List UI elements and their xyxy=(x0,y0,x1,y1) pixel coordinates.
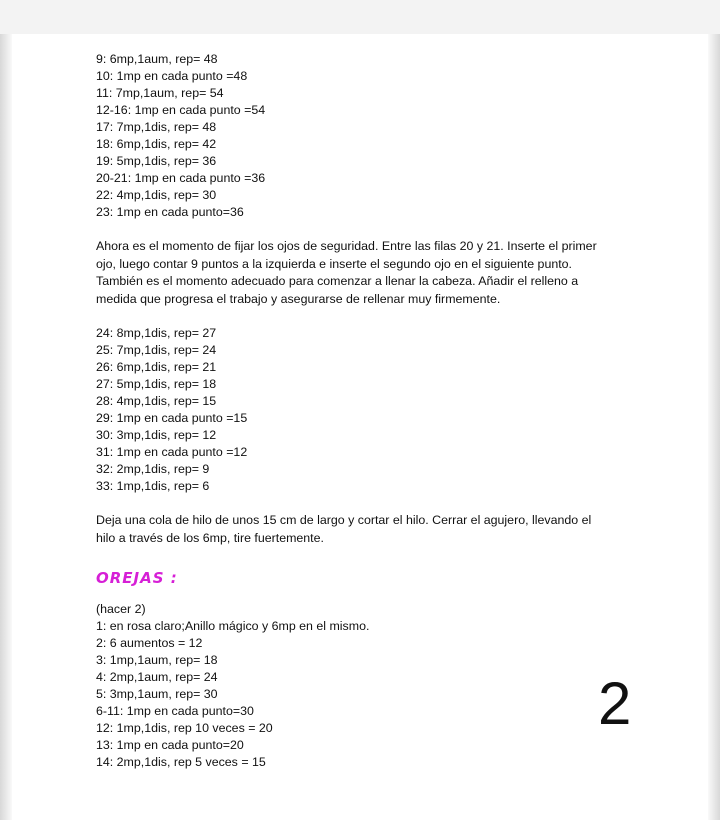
pattern-row: 18: 6mp,1dis, rep= 42 xyxy=(96,137,217,151)
pattern-row: 30: 3mp,1dis, rep= 12 xyxy=(96,428,217,442)
closing-paragraph xyxy=(96,512,636,547)
pattern-row: 33: 1mp,1dis, rep= 6 xyxy=(96,479,210,493)
pattern-row: 20-21: 1mp en cada punto =36 xyxy=(96,171,266,185)
pattern-row: 32: 2mp,1dis, rep= 9 xyxy=(96,462,210,476)
pattern-row: 24: 8mp,1dis, rep= 27 xyxy=(96,326,217,340)
pattern-row: 12: 1mp,1dis, rep 10 veces = 20 xyxy=(96,721,273,735)
pattern-row: 13: 1mp en cada punto=20 xyxy=(96,738,244,752)
pattern-row: 6-11: 1mp en cada punto=30 xyxy=(96,704,254,718)
pattern-row: 14: 2mp,1dis, rep 5 veces = 15 xyxy=(96,755,266,769)
paragraph-line: Ahora es el momento de fijar los ojos de seguridad. Entre las filas 20 y 21. Inserte el primer xyxy=(96,239,597,253)
pattern-rows-block-1 xyxy=(96,51,636,221)
pattern-row: 29: 1mp en cada punto =15 xyxy=(96,411,248,425)
pattern-row: 26: 6mp,1dis, rep= 21 xyxy=(96,360,217,374)
pattern-row: 23: 1mp en cada punto=36 xyxy=(96,205,244,219)
page-content xyxy=(96,51,636,771)
pattern-row: 3: 1mp,1aum, rep= 18 xyxy=(96,653,218,667)
pattern-row: 12-16: 1mp en cada punto =54 xyxy=(96,103,266,117)
pattern-rows-block-2 xyxy=(96,325,636,495)
pattern-row: 25: 7mp,1dis, rep= 24 xyxy=(96,343,217,357)
pattern-row: 31: 1mp en cada punto =12 xyxy=(96,445,248,459)
pattern-row: 22: 4mp,1dis, rep= 30 xyxy=(96,188,217,202)
paragraph-line: También es el momento adecuado para comenzar a llenar la cabeza. Añadir el relleno a xyxy=(96,274,579,288)
pattern-row: 19: 5mp,1dis, rep= 36 xyxy=(96,154,217,168)
paragraph-line: hilo a través de los 6mp, tire fuertemente. xyxy=(96,530,324,545)
paragraph-line: medida que progresa el trabajo y asegurarse de rellenar muy firmemente. xyxy=(96,291,501,306)
pattern-row: (hacer 2) xyxy=(96,602,146,616)
pattern-row: 4: 2mp,1aum, rep= 24 xyxy=(96,670,218,684)
paragraph-line: Deja una cola de hilo de unos 15 cm de largo y cortar el hilo. Cerrar el agujero, llevando el xyxy=(96,513,592,527)
pattern-row: 1: en rosa claro;Anillo mágico y 6mp en el mismo. xyxy=(96,619,370,633)
pattern-row: 28: 4mp,1dis, rep= 15 xyxy=(96,394,217,408)
top-bar xyxy=(0,0,720,34)
pattern-row: 5: 3mp,1aum, rep= 30 xyxy=(96,687,218,701)
section-title-orejas: OREJAS : xyxy=(96,569,178,587)
pattern-row: 27: 5mp,1dis, rep= 18 xyxy=(96,377,217,391)
page-number: 2 xyxy=(598,670,632,737)
pattern-row: 17: 7mp,1dis, rep= 48 xyxy=(96,120,217,134)
pattern-row: 11: 7mp,1aum, rep= 54 xyxy=(96,86,224,100)
pattern-row: 10: 1mp en cada punto =48 xyxy=(96,69,248,83)
safety-eyes-paragraph xyxy=(96,238,636,308)
pattern-row: 2: 6 aumentos = 12 xyxy=(96,636,203,650)
pattern-rows-block-3 xyxy=(96,601,636,771)
paragraph-line: ojo, luego contar 9 puntos a la izquierda e inserte el segundo ojo en el siguiente punto. xyxy=(96,256,572,271)
document-page xyxy=(12,34,708,820)
pattern-row: 9: 6mp,1aum, rep= 48 xyxy=(96,52,218,66)
